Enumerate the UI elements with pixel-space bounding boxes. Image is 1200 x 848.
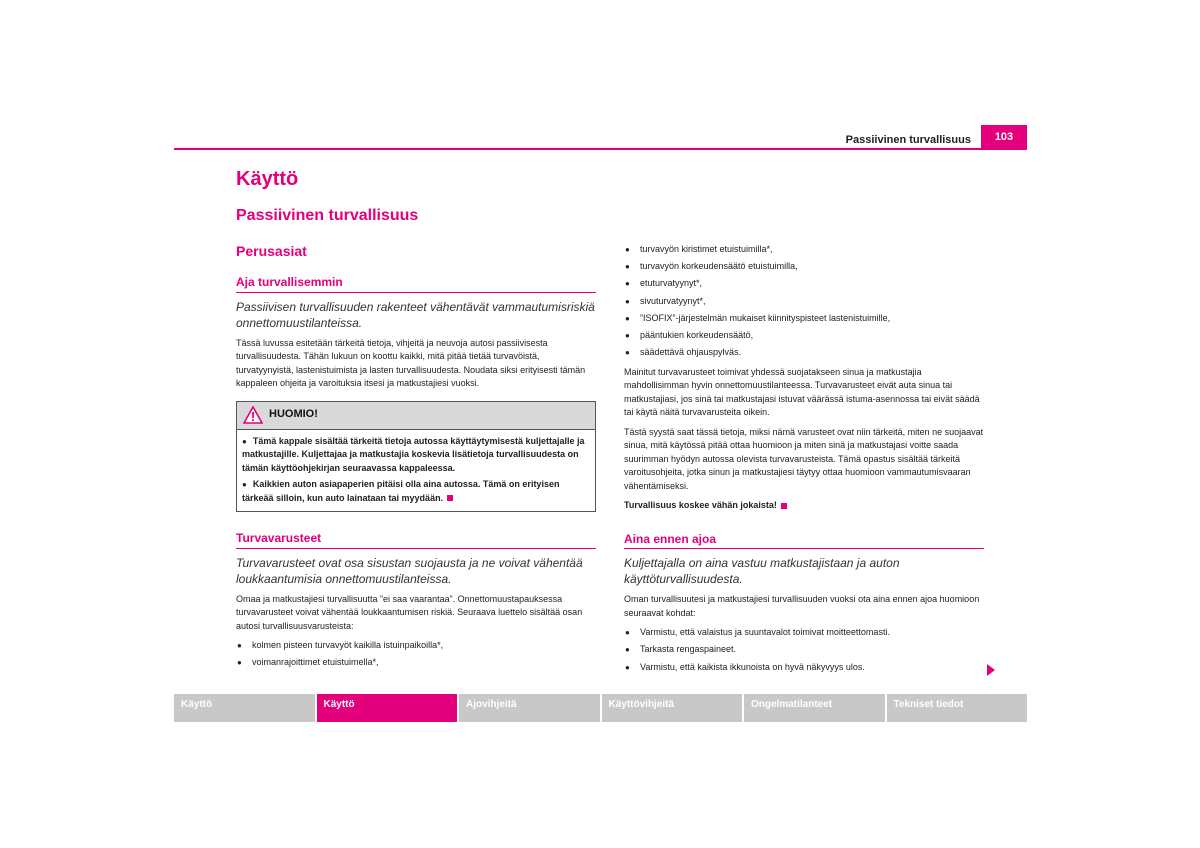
section-heading-aja-turvallisemmin: Aja turvallisemmin [236, 276, 596, 293]
tab-ajovihjeita[interactable]: Ajovihjeitä [459, 694, 600, 722]
body-text: Oman turvallisuutesi ja matkustajiesi turvallisuuden vuoksi ota aina ennen ajoa huomioon seuraavat kohdat: [624, 594, 980, 618]
list-item: ● kolmen pisteen turvavyöt kaikilla istuinpaikoilla*, [236, 639, 596, 653]
warning-box [236, 401, 596, 513]
header-divider [174, 148, 1027, 150]
warning-triangle-icon [243, 406, 263, 424]
left-column [236, 276, 596, 676]
lead-text: Passiivisen turvallisuuden rakenteet vähentävät vammautumisriskiä onnettomuustilanteissa. [236, 299, 595, 330]
tab-ongelmatilanteet[interactable]: Ongelmatilanteet [744, 694, 885, 722]
section-heading-turvavarusteet: Turvavarusteet [236, 532, 596, 549]
right-column [624, 243, 984, 680]
bullet-list [624, 626, 984, 674]
end-of-section-icon [447, 495, 453, 501]
warning-item-text: Tämä kappale sisältää tärkeitä tietoja autossa käyttäytymisestä kuljettajalle ja matkustajille. Kuljettajaa ja matkustajia koskevia lisätietoja turvallisuudesta on tämän käyttöohjekirjan seuraavassa kappaleessa. [242, 435, 585, 473]
list-item: ● turvavyön kiristimet etuistuimilla*, [624, 243, 984, 257]
warning-title: HUOMIO! [269, 408, 318, 421]
warning-header [237, 402, 595, 430]
section-title: Passiivinen turvallisuus [236, 207, 419, 224]
list-item: ● Varmistu, että valaistus ja suuntavalot toimivat moitteettomasti. [624, 626, 984, 640]
tab-kayttovihjeita[interactable]: Käyttövihjeitä [602, 694, 743, 722]
next-page-arrow-icon[interactable] [987, 664, 995, 676]
end-of-section-icon [781, 503, 787, 509]
list-item: ● pääntukien korkeudensäätö, [624, 329, 984, 343]
body-text: Omaa ja matkustajiesi turvallisuutta ”ei saa vaarantaa”. Onnettomuustapauksessa turvavarusteet voivat vähentää loukkaantumisen riskiä. Seuraava luettelo sisältää osan autosi turvallisuusvarusteista: [236, 593, 583, 631]
chapter-title: Käyttö [236, 168, 299, 190]
emphasis-line [624, 499, 984, 513]
bullet-icon: ● [242, 436, 247, 446]
list-item: ● ”ISOFIX”-järjestelmän mukaiset kiinnityspisteet lastenistuimille, [624, 312, 984, 326]
list-item: ● säädettävä ohjauspylväs. [624, 346, 984, 360]
lead-text: Turvavarusteet ovat osa sisustan suojausta ja ne voivat vähentää loukkaantumisia onnettomuustilanteissa. [236, 555, 583, 586]
section-heading-aina-ennen-ajoa: Aina ennen ajoa [624, 533, 984, 550]
tab-kaytto-1[interactable]: Käyttö [174, 694, 315, 722]
running-title: Passiivinen turvallisuus [845, 134, 971, 146]
warning-body [237, 430, 595, 512]
bullet-list [624, 243, 984, 360]
tab-kaytto-active[interactable]: Käyttö [317, 694, 458, 722]
list-item: ● Tarkasta rengaspaineet. [624, 643, 984, 657]
bullet-icon: ● [242, 480, 247, 489]
list-item: ● etuturvatyynyt*, [624, 277, 984, 291]
list-item: ● sivuturvatyynyt*, [624, 295, 984, 309]
tab-tekniset-tiedot[interactable]: Tekniset tiedot [887, 694, 1028, 722]
emphasis-text: Turvallisuus koskee vähän jokaista! [624, 500, 777, 511]
warning-item-text: Kaikkien auton asiapaperien pitäisi olla aina autossa. Tämä on erityisen tärkeää silloin, kun auto lainataan tai myydään. [242, 479, 560, 503]
list-item: ● Varmistu, että kaikista ikkunoista on hyvä näkyvyys ulos. [624, 661, 984, 675]
list-item: ● turvavyön korkeudensäätö etuistuimilla, [624, 260, 984, 274]
chapter-tab-bar [174, 694, 1027, 722]
body-text: Tässä luvussa esitetään tärkeitä tietoja, vihjeitä ja neuvoja autosi passiivisesta turvallisuudesta. Tähän lukuun on koottu kaikki, mitä pitää tietää turvavöistä, turvatyynyistä, lastenistuimista ja lasten turvallisuudesta. Noudata siksi erityisesti tämän kappaleen ohjeita ja varoituksia itsesi ja matkustajiesi vuoksi. [236, 337, 586, 388]
body-text: Mainitut turvavarusteet toimivat yhdessä suojatakseen sinua ja matkustajia mahdollisimman hyvin onnettomuustilanteessa. Turvavarusteet eivät auta sinua tai matkustajiasi, jos sinä tai matkustajasi istuvat väärässä istuma-asennossa tai eivät säädä tai käytä näitä turvavarusteita oikein. [624, 366, 980, 418]
body-text: Tästä syystä saat tässä tietoja, miksi nämä varusteet ovat niin tärkeitä, miten ne suojaavat sinua, mitä käytössä pitää ottaa huomioon ja miten sinä ja matkustajasi voitte saada suurimman hyödyn autossa olevista turvavarusteista. Tämä opastus sisältää tärkeitä varoitusohjeita, jotka sinun ja matkustajiesi täytyy ottaa huomioon vammautumisvaaran vähentämiseksi. [624, 426, 984, 491]
subsection-title: Perusasiat [236, 243, 307, 259]
page-number: 103 [981, 125, 1027, 149]
list-item: ● voimanrajoittimet etuistuimella*, [236, 656, 596, 670]
warning-item [242, 478, 590, 505]
bullet-list [236, 639, 596, 670]
warning-item [242, 435, 590, 476]
lead-text: Kuljettajalla on aina vastuu matkustajistaan ja auton käyttöturvallisuudesta. [624, 556, 900, 587]
